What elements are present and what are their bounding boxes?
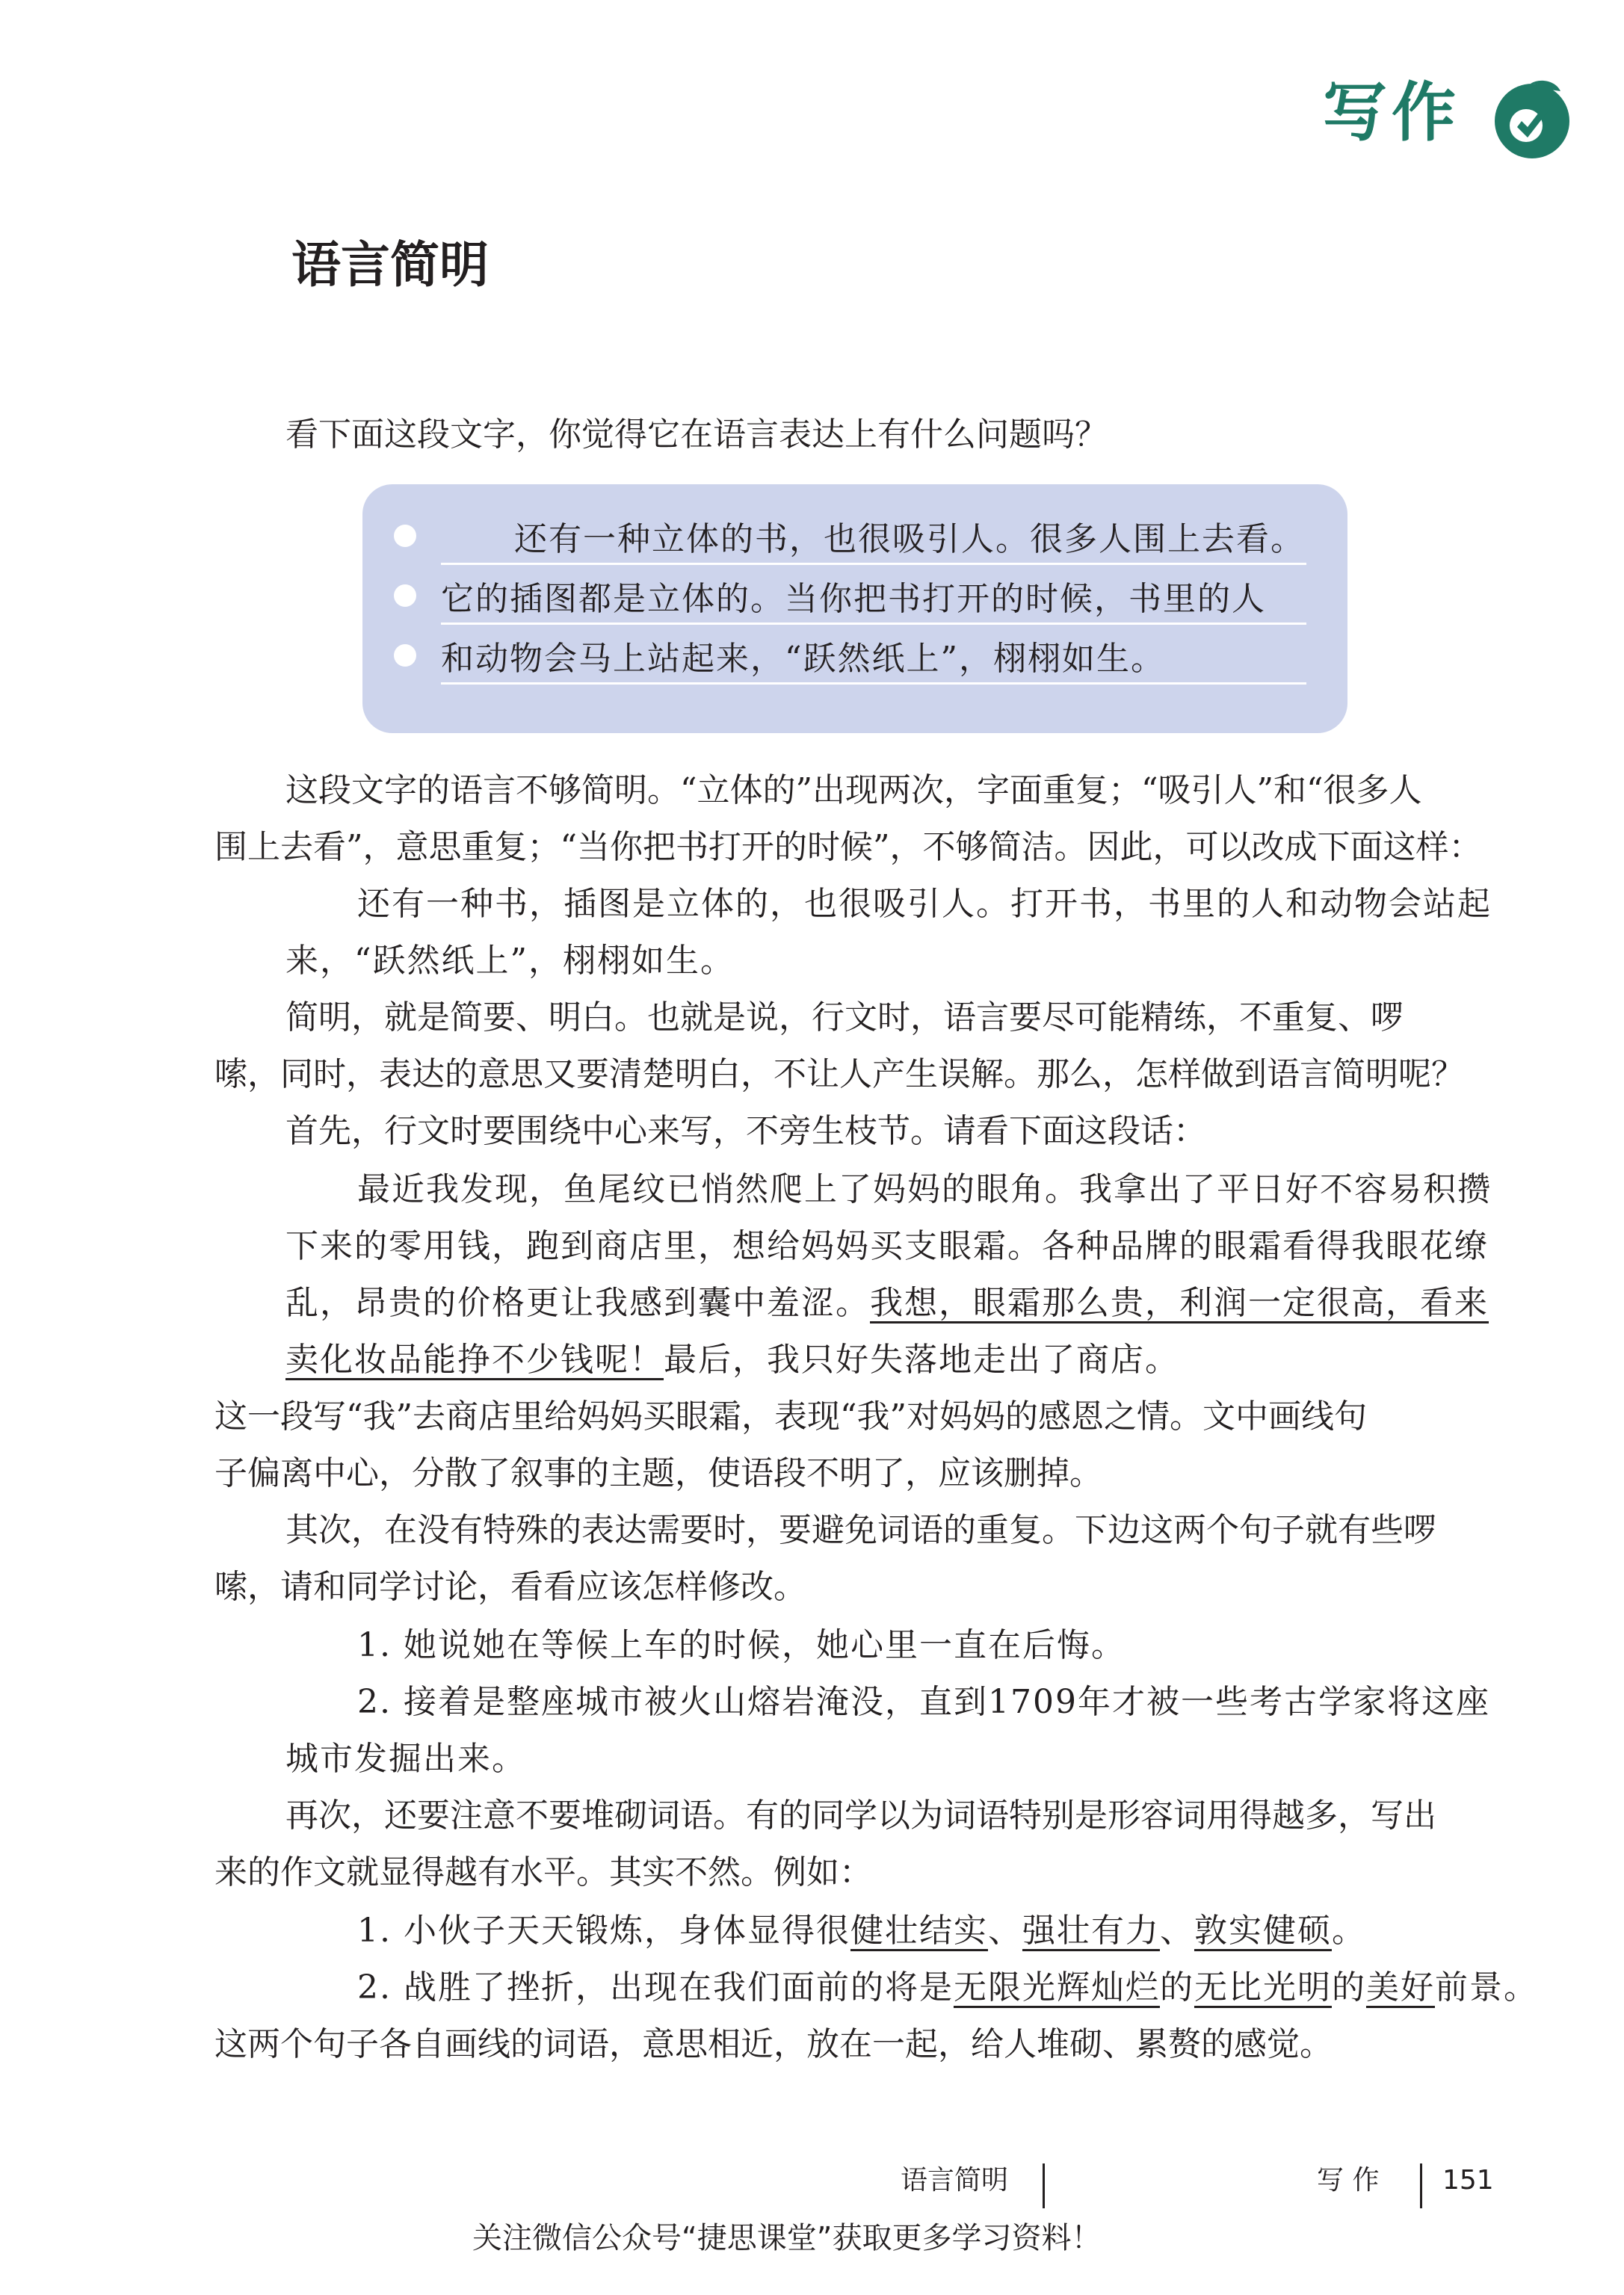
sentence-text: 、	[987, 1912, 1022, 1950]
ruled-line	[441, 623, 1306, 625]
example-line: 还有一种立体的书，也很吸引人。很多人围上去看。	[514, 520, 1305, 558]
paragraph-line: 围上去看”，意思重复；“当你把书打开的时候”，不够简洁。因此，可以改成下面这样：	[214, 828, 1482, 866]
underlined-word: 无比光明	[1194, 1968, 1332, 2007]
underlined-word: 敦实健硕	[1194, 1912, 1332, 1950]
section-header: 写作	[1323, 75, 1460, 150]
footer-notice: 关注微信公众号“捷思课堂”获取更多学习资料！	[472, 2221, 1102, 2255]
writing-logo-icon	[1487, 75, 1577, 164]
paragraph-line: 这段文字的语言不够简明。“立体的”出现两次，字面重复；“吸引人”和“很多人	[285, 771, 1422, 809]
paragraph-line: 来的作文就显得越有水平。其实不然。例如：	[214, 1853, 872, 1891]
intro-question: 看下面这段文字，你觉得它在语言表达上有什么问题吗？	[285, 416, 1108, 454]
underlined-sentence: 卖化妆品能挣不少钱呢！	[285, 1341, 664, 1379]
example-sentence: 2. 接着是整座城市被火山熔岩淹没，直到1709年才被一些考古学家将这座	[357, 1683, 1490, 1721]
paragraph-line: 这两个句子各自画线的词语，意思相近，放在一起，给人堆砌、累赘的感觉。	[214, 2025, 1333, 2063]
quote-line: 最近我发现，鱼尾纹已悄然爬上了妈妈的眼角。我拿出了平日好不容易积攒	[357, 1170, 1492, 1208]
paragraph-line: 简明，就是简要、明白。也就是说，行文时，语言要尽可能精练，不重复、啰	[285, 998, 1404, 1037]
bullet-dot	[394, 644, 416, 667]
underlined-word: 健壮结实	[850, 1912, 988, 1950]
revised-line: 还有一种书，插图是立体的，也很吸引人。打开书，书里的人和动物会站起	[357, 885, 1492, 923]
ruled-line	[441, 682, 1306, 685]
quote-text: 最后，我只好失落地走出了商店。	[664, 1341, 1179, 1379]
quote-line	[285, 1341, 1624, 1379]
bullet-dot	[394, 584, 416, 607]
sentence-text: 的	[1331, 1968, 1366, 2007]
bullet-dot	[394, 525, 416, 547]
footer-divider	[1043, 2163, 1045, 2208]
quote-text: 乱，昂贵的价格更让我感到囊中羞涩。	[285, 1284, 870, 1322]
revised-line: 来，“跃然纸上”，栩栩如生。	[285, 942, 735, 980]
page-title: 语言简明	[291, 236, 489, 294]
sentence-text: 。	[1331, 1912, 1366, 1950]
footer-divider	[1420, 2163, 1422, 2208]
underlined-sentence: 我想，眼霜那么贵，利润一定很高，看来	[870, 1284, 1489, 1322]
paragraph-line: 首先，行文时要围绕中心来写，不旁生枝节。请看下面这段话：	[285, 1112, 1206, 1150]
quote-line	[285, 1284, 1624, 1322]
paragraph-line: 嗦，请和同学讨论，看看应该怎样修改。	[214, 1568, 806, 1606]
quote-line: 下来的零用钱，跑到商店里，想给妈妈买支眼霜。各种品牌的眼霜看得我眼花缭	[285, 1227, 1489, 1265]
example-sentence: 1. 她说她在等候上车的时候，她心里一直在后悔。	[357, 1626, 1126, 1664]
underlined-word: 强壮有力	[1022, 1912, 1160, 1950]
example-sentence	[357, 1968, 1624, 2007]
underlined-word: 无限光辉灿烂	[953, 1968, 1160, 2007]
footer-section: 写 作	[1317, 2165, 1380, 2196]
example-sentence: 城市发掘出来。	[285, 1740, 526, 1778]
paragraph-line: 其次，在没有特殊的表达需要时，要避免词语的重复。下边这两个句子就有些啰	[285, 1511, 1436, 1549]
page-number: 151	[1442, 2165, 1494, 2196]
sentence-text: 前景。	[1434, 1968, 1538, 2007]
example-line: 它的插图都是立体的。当你把书打开的时候，书里的人	[441, 580, 1266, 618]
sentence-text: 的	[1159, 1968, 1194, 2007]
paragraph-line: 子偏离中心，分散了叙事的主题，使语段不明了，应该删掉。	[214, 1454, 1102, 1492]
example-sentence	[357, 1912, 1624, 1950]
sentence-text: 、	[1159, 1912, 1194, 1950]
paragraph-line: 这一段写“我”去商店里给妈妈买眼霜，表现“我”对妈妈的感恩之情。文中画线句	[214, 1397, 1367, 1436]
paragraph-line: 再次，还要注意不要堆砌词语。有的同学以为词语特别是形容词用得越多，写出	[285, 1797, 1436, 1835]
paragraph-line: 嗦，同时，表达的意思又要清楚明白，不让人产生误解。那么，怎样做到语言简明呢？	[214, 1055, 1464, 1093]
footer-chapter: 语言简明	[901, 2165, 1009, 2196]
underlined-word: 美好	[1365, 1968, 1435, 2007]
sentence-text: 2. 战胜了挫折，出现在我们面前的将是	[357, 1968, 954, 2007]
ruled-line	[441, 563, 1306, 565]
sentence-text: 1. 小伙子天天锻炼，身体显得很	[357, 1912, 850, 1950]
example-line: 和动物会马上站起来，“跃然纸上”，栩栩如生。	[441, 640, 1165, 678]
